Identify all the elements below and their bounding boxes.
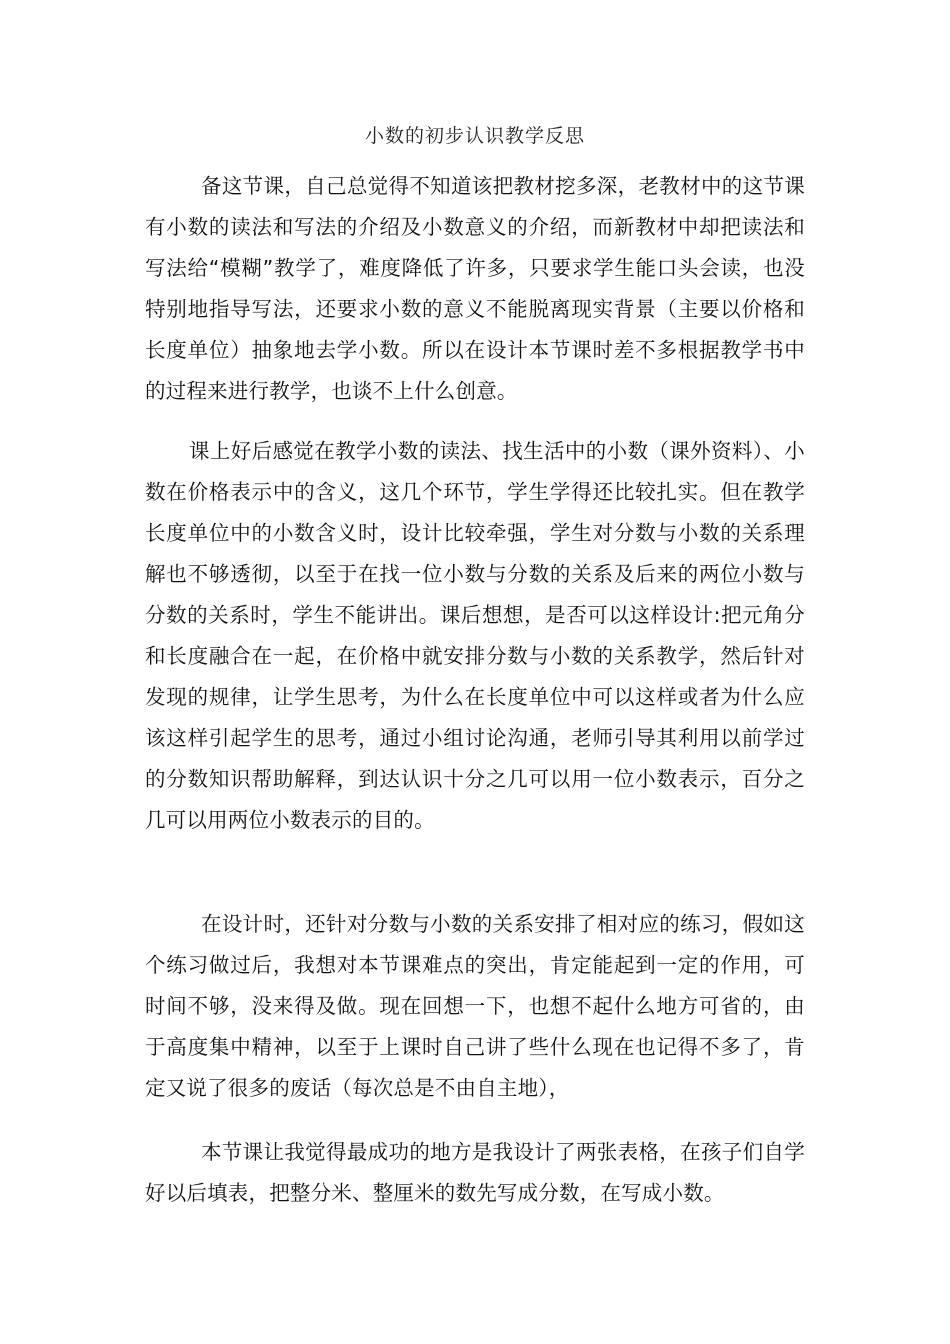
paragraph-4: 本节课让我觉得最成功的地方是我设计了两张表格，在孩子们自学好以后填表，把整分米、整厘米的数先写成分数，在写成小数。 — [145, 1140, 805, 1205]
paragraph-1: 备这节课，自己总觉得不知道该把教材挖多深，老教材中的这节课有小数的读法和写法的介绍及小数意义的介绍，而新教材中却把读法和写法给“模糊”教学了，难度降低了许多，只要求学生能口头会读，也没特别地指导写法，还要求小数的意义不能脱离现实背景（主要以价格和长度单位）抽象地去学小数。所以在设计本节课时差不多根据教学书中的过程来进行教学，也谈不上什么创意。 — [145, 174, 805, 403]
paragraph-3: 在设计时，还针对分数与小数的关系安排了相对应的练习，假如这个练习做过后，我想对本节课难点的突出，肯定能起到一定的作用，可时间不够，没来得及做。现在回想一下，也想不起什么地方可省的，由于高度集中精神，以至于上课时自己讲了些什么现在也记得不多了，肯定又说了很多的废话（每次总是不由自主地）， — [145, 912, 805, 1100]
document-title: 小数的初步认识教学反思 — [364, 125, 585, 147]
paragraph-2: 课上好后感觉在教学小数的读法、找生活中的小数（课外资料）、小数在价格表示中的含义，这几个环节，学生学得还比较扎实。但在教学长度单位中的小数含义时，设计比较牵强，学生对分数与小数的关系理解也不够透彻，以至于在找一位小数与分数的关系及后来的两位小数与分数的关系时，学生不能讲出。课后想想，是否可以这样设计:把元角分和长度融合在一起，在价格中就安排分数与小数的关系教学，然后针对发现的规律，让学生思考，为什么在长度单位中可以这样或者为什么应该这样引起学生的思考，通过小组讨论沟通，老师引导其利用以前学过的分数知识帮助解释，到达认识十分之几可以用一位小数表示，百分之几可以用两位小数表示的目的。 — [145, 439, 805, 832]
